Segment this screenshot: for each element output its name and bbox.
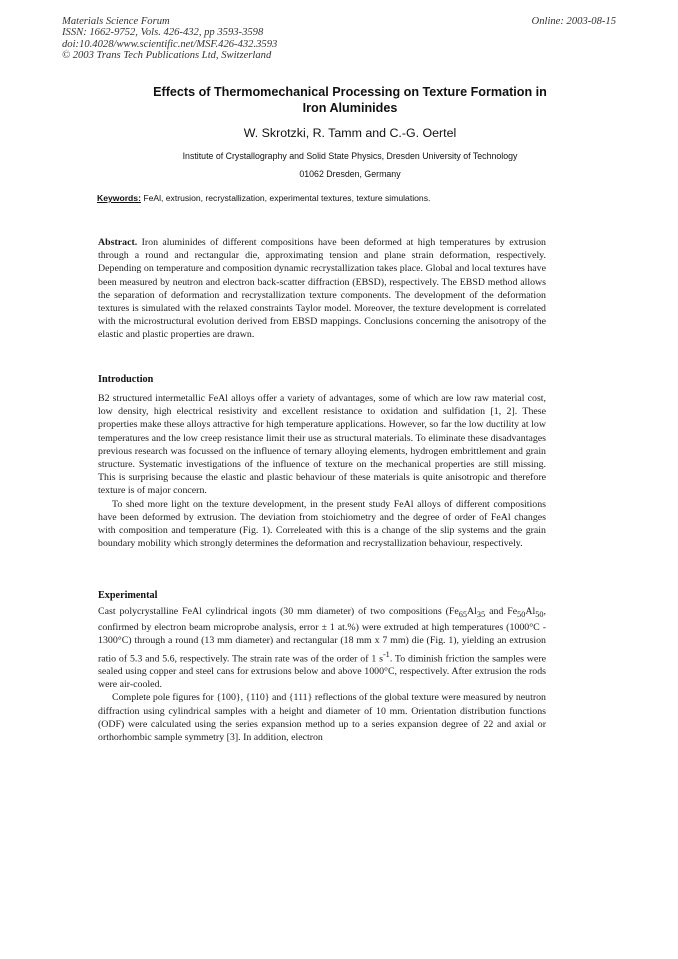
introduction-paragraph-2: To shed more light on the texture development, in the present study FeAl alloys of different compositions have been deformed by extrusion. The deviation from stoichiometry and the degree of order of FeAl changes with composition and temperature (Fig. 1). Correleated with this is a change of the slip systems and the grain boundary mobility which strongly determines the deformation and recrystallization behaviour, respectively. xyxy=(98,498,546,550)
doi-line: doi:10.4028/www.scientific.net/MSF.426-432.3593 xyxy=(62,38,278,50)
affiliation xyxy=(90,147,610,183)
exp-text-b: Al xyxy=(467,606,477,617)
title-line-2: Iron Aluminides xyxy=(302,101,398,115)
exp-sub-1: 65 xyxy=(458,609,468,619)
title-line-1: Effects of Thermomechanical Processing on Texture Formation in xyxy=(153,85,547,99)
experimental-body xyxy=(98,605,546,744)
author-list: W. Skrotzki, R. Tamm and C.-G. Oertel xyxy=(243,126,457,140)
affiliation-line-2: 01062 Dresden, Germany xyxy=(299,169,401,179)
exp-sub-2: 35 xyxy=(476,609,486,619)
paper-title xyxy=(100,84,600,116)
experimental-heading: Experimental xyxy=(98,590,158,601)
experimental-paragraph-2: Complete pole figures for {100}, {110} and {111} reflections of the global texture were measured by neutron diffraction using cylindrical samples with a height and diameter of 10 mm. Orientation distribution functions (ODF) were calculated using the series expansion method up to a series expansion degree of 22 and axial or orthorhombic sample symmetry [3]. In addition, electron xyxy=(98,692,546,744)
introduction-body xyxy=(98,392,546,550)
experimental-paragraph-1 xyxy=(98,605,546,691)
online-date: Online: 2003-08-15 xyxy=(531,16,616,27)
exp-sup-1: -1 xyxy=(382,649,390,659)
exp-text-e: , confirmed by electron beam microprobe analysis, error ± 1 at.%) were extruded at high temperatures (1000°C - 1300°C) through a round (13 mm diameter) and rectangular (18 mm x 7 mm) die (Fig. 1), yielding an extrusion ratio of 5.3 and 5.6, respectively. The strain rate was of the order of 1 s xyxy=(98,606,546,664)
exp-text-f: . To diminish friction the samples were sealed using copper and steel cans for extrusions below and above 1000°C, respectively. After extrusion the rods were air-cooled. xyxy=(98,652,546,691)
keywords xyxy=(97,192,577,204)
introduction-paragraph-1: B2 structured intermetallic FeAl alloys offer a variety of advantages, some of which are low raw material cost, low density, high electrical resistivity and excellent resistance to oxidation and sulfidation [1, 2]. These properties make these alloys attractive for high temperature applications. However, so far the low ductility at low temperatures and the low creep resistance limit their use as structural materials. To eliminate these disadvantages previous research was focussed on the influence of ternary alloying elements, hydrogen embrittlement and grain structure. Systematic investigations of the influence of texture on the mechanical properties are still missing. This is surprising because the elastic and plastic behaviour of these materials is quite anisotropic and therefore texture is of major concern. xyxy=(98,393,546,497)
exp-text-a: Cast polycrystalline FeAl cylindrical ingots (30 mm diameter) of two compositions (Fe xyxy=(98,606,459,617)
copyright-line: © 2003 Trans Tech Publications Ltd, Switzerland xyxy=(62,50,272,62)
exp-sub-3: 50 xyxy=(517,609,526,619)
affiliation-line-1: Institute of Crystallography and Solid State Physics, Dresden University of Technology xyxy=(182,151,518,161)
keywords-label: Keywords: xyxy=(97,193,141,203)
abstract-label: Abstract. xyxy=(98,237,138,248)
introduction-heading: Introduction xyxy=(98,374,154,385)
abstract-text: Iron aluminides of different compositions have been deformed at high temperatures by extrusion through a round and rectangular die, approximating tension and plane strain deformation, respectively. Depending on temperature and composition dynamic recrystallization takes place. Global and local textures have been measured by neutron and electron back-scatter diffraction (EBSD), respectively. The EBSD method allows the separation of deformation and recrystallization texture components. The development of the deformation textures is simulated with the relaxed constraints Taylor model. Moreover, the texture development is correlated with the microstructural evolution derived from EBSD mappings. Conclusions concerning the anisotropy of the elastic and plastic properties are drawn. xyxy=(98,237,546,341)
exp-text-c: and Fe xyxy=(485,606,518,617)
keywords-text: FeAl, extrusion, recrystallization, experimental textures, texture simulations. xyxy=(143,193,431,203)
journal-name: Materials Science Forum xyxy=(62,16,170,27)
exp-sub-4: 50 xyxy=(535,609,544,619)
exp-text-d: Al xyxy=(525,606,536,617)
issn-line: ISSN: 1662-9752, Vols. 426-432, pp 3593-3598 xyxy=(62,27,264,39)
abstract xyxy=(98,236,546,342)
journal-header xyxy=(62,16,362,62)
